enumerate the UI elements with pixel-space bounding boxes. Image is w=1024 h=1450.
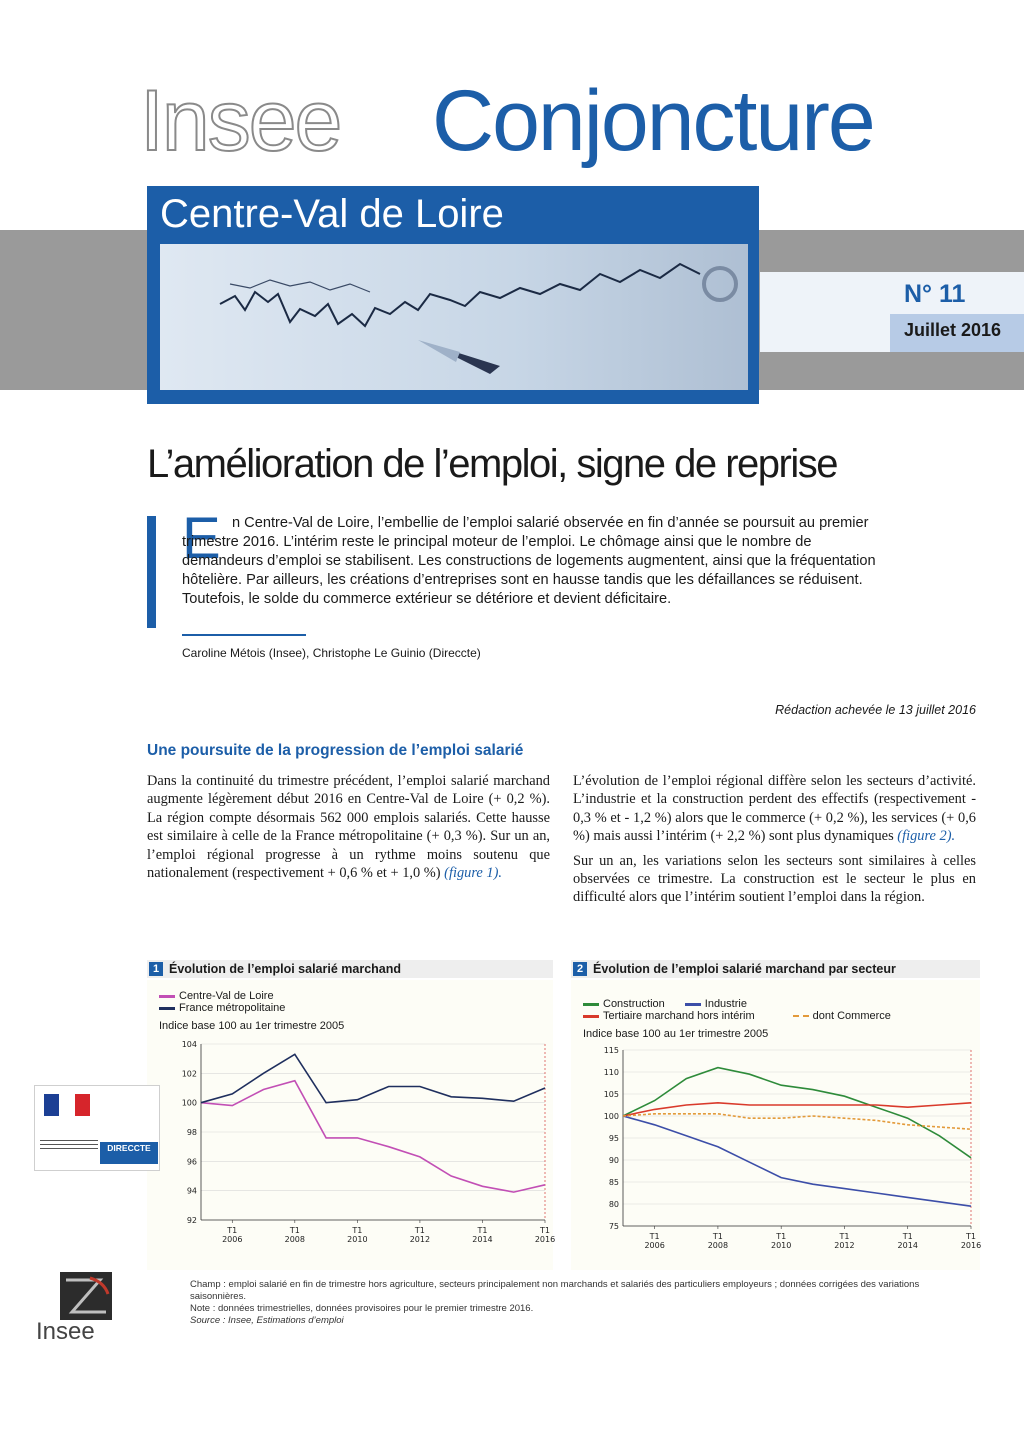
legend-label-centre: Centre-Val de Loire xyxy=(179,990,274,1002)
y-tick-label: 100 xyxy=(603,1112,619,1121)
x-tick-label: T1 xyxy=(902,1232,913,1241)
legend-label-commerce: dont Commerce xyxy=(812,1010,891,1022)
authors: Caroline Métois (Insee), Christophe Le Guinio (Direccte) xyxy=(182,646,481,660)
body-column-1 xyxy=(147,772,550,888)
y-tick-label: 75 xyxy=(608,1222,619,1231)
col2-paragraph-1: L’évolution de l’emploi régional diffère selon les secteurs d’activité. L’industrie et la construction perdent des effectifs (respectivement - 0,3 % et - 1,2 %) alors que le commerce (+ 0,2 %), les services (+ 0,6 %) mais aussi l’intérim (+ 2,2 %) sont plus dynamiques xyxy=(573,773,976,845)
section-title: Une poursuite de la progression de l’emploi salarié xyxy=(147,742,524,759)
legend-swatch-france xyxy=(159,1007,175,1010)
legend-swatch-commerce xyxy=(793,1015,809,1017)
legend-swatch-industrie xyxy=(685,1003,701,1006)
y-tick-label: 115 xyxy=(603,1046,619,1055)
figure-1-title: Évolution de l’emploi salarié marchand xyxy=(169,962,402,976)
issue-date: Juillet 2016 xyxy=(904,320,1002,340)
figure-2-header xyxy=(571,960,980,978)
figure-2-legend xyxy=(583,998,973,1022)
x-tick-label: T1 xyxy=(540,1226,550,1235)
x-tick-label: 2012 xyxy=(409,1235,431,1244)
legend-swatch-construction xyxy=(583,1003,599,1006)
x-tick-label: 2006 xyxy=(222,1235,243,1244)
insee-logo-icon xyxy=(60,1272,112,1320)
figure-1 xyxy=(147,980,556,1270)
series-line-industrie xyxy=(623,1116,971,1206)
legend-swatch-tertiaire xyxy=(583,1015,599,1018)
figure-1-legend xyxy=(159,990,285,1014)
y-tick-label: 80 xyxy=(608,1200,619,1209)
note-source: Source : Insee, Estimations d’emploi xyxy=(190,1315,344,1326)
redaction-date: Rédaction achevée le 13 juillet 2016 xyxy=(775,703,976,717)
figure-2-reference[interactable]: (figure 2). xyxy=(897,828,956,845)
figure-notes xyxy=(190,1279,930,1327)
x-tick-label: T1 xyxy=(712,1232,723,1241)
legend-swatch-centre xyxy=(159,995,175,998)
region-title: Centre-Val de Loire xyxy=(160,192,504,236)
issue-number: N° 11 xyxy=(904,280,966,308)
figure-1-header xyxy=(147,960,553,978)
x-tick-label: T1 xyxy=(289,1226,300,1235)
x-tick-label: 2016 xyxy=(960,1241,982,1250)
header-photo xyxy=(160,244,748,390)
y-tick-label: 105 xyxy=(603,1090,619,1099)
y-tick-label: 96 xyxy=(186,1157,197,1167)
y-tick-label: 98 xyxy=(186,1128,197,1137)
x-tick-label: 2008 xyxy=(707,1241,729,1250)
legend-label-tertiaire: Tertiaire marchand hors intérim xyxy=(603,1010,755,1022)
x-tick-label: 2006 xyxy=(644,1241,665,1250)
direccte-logo: DIRECCTE xyxy=(100,1142,158,1164)
figure-2-number: 2 xyxy=(573,962,587,976)
x-tick-label: T1 xyxy=(227,1226,238,1235)
y-tick-label: 94 xyxy=(186,1186,197,1196)
x-tick-label: 2014 xyxy=(472,1235,493,1244)
logo-conjoncture: Conjoncture xyxy=(432,73,874,169)
legend-item-france xyxy=(159,1002,285,1014)
col1-paragraph-1: Dans la continuité du trimestre précédent, l’emploi salarié marchand augmente légèrement début 2016 en Centre-Val de Loire (+ 0,2 %). La région compte désormais 562 000 emplois salariés. Cette hausse est similaire à celle de la France métropolitaine (+ 0,3 %). Sur un an, l’emploi régional progresse à un rythme moins soutenu que nationalement (respectivement + 0,6 % et + 1,0 %) xyxy=(147,773,550,882)
republique-flag-icon xyxy=(44,1094,90,1116)
legend-item-tertiaire xyxy=(583,1010,755,1022)
insee-logo-mark xyxy=(60,1272,112,1320)
lead-accent-bar xyxy=(147,516,156,628)
series-line-construction xyxy=(623,1068,971,1158)
figure-2-chart xyxy=(571,1042,980,1266)
figure-2-title: Évolution de l’emploi salarié marchand par secteur xyxy=(593,962,896,976)
article-title: L’amélioration de l’emploi, signe de reprise xyxy=(147,442,837,486)
stock-chart-illustration xyxy=(160,244,748,390)
figure-1-reference[interactable]: (figure 1). xyxy=(444,865,502,882)
body-column-2 xyxy=(573,772,976,913)
x-tick-label: T1 xyxy=(352,1226,363,1235)
legend-item-commerce xyxy=(793,1010,891,1022)
y-tick-label: 102 xyxy=(181,1069,197,1079)
note-champ: Champ : emploi salarié en fin de trimestre hors agriculture, secteurs principalement non marchands et salariés des particuliers employeurs ; données corrigées des variations saisonnières. xyxy=(190,1279,920,1302)
x-tick-label: T1 xyxy=(966,1232,976,1241)
x-tick-label: T1 xyxy=(776,1232,787,1241)
figure-1-chart xyxy=(147,1036,556,1266)
figure-1-number: 1 xyxy=(149,962,163,976)
x-tick-label: 2012 xyxy=(834,1241,855,1250)
figure-1-axis-caption: Indice base 100 au 1er trimestre 2005 xyxy=(159,1020,345,1032)
y-tick-label: 85 xyxy=(608,1178,619,1187)
insee-logo-text: Insee xyxy=(36,1318,95,1345)
legend-item-construction xyxy=(583,998,665,1010)
legend-label-construction: Construction xyxy=(603,998,665,1010)
y-tick-label: 110 xyxy=(603,1068,619,1077)
y-tick-label: 95 xyxy=(608,1134,619,1143)
note-data: Note : données trimestrielles, données provisoires pour le premier trimestre 2016. xyxy=(190,1303,534,1314)
x-tick-label: T1 xyxy=(414,1226,425,1235)
lead-rule xyxy=(182,634,306,636)
ministere-caption-graphic xyxy=(40,1138,98,1152)
legend-item-industrie xyxy=(685,998,747,1010)
x-tick-label: T1 xyxy=(839,1232,850,1241)
y-tick-label: 104 xyxy=(181,1040,197,1049)
legend-item-centre xyxy=(159,990,285,1002)
x-tick-label: 2010 xyxy=(347,1235,368,1244)
figure-2 xyxy=(571,980,980,1270)
lead-text: n Centre-Val de Loire, l’embellie de l’emploi salarié observée en fin d’année se poursuit au premier trimestre 2016. L’intérim reste le principal moteur de l’emploi. Le chômage ainsi que le nombre de demandeurs d’emploi se stabilisent. Les constructions de logements augmentent, ainsi que la fréquentation hôtelière. Par ailleurs, les créations d’entreprises sont en hausse tandis que les défaillances se réduisent. Toutefois, le solde du commerce extérieur se détériore et devient déficitaire. xyxy=(182,515,876,607)
figure-2-axis-caption: Indice base 100 au 1er trimestre 2005 xyxy=(583,1028,769,1040)
x-tick-label: 2016 xyxy=(534,1235,556,1244)
legend-label-france: France métropolitaine xyxy=(179,1002,286,1014)
legend-label-industrie: Industrie xyxy=(704,998,747,1010)
x-tick-label: 2010 xyxy=(771,1241,792,1250)
x-tick-label: T1 xyxy=(649,1232,660,1241)
y-tick-label: 90 xyxy=(608,1156,619,1165)
lead-dropcap: E xyxy=(182,506,221,571)
series-line-centre-val-de-loire xyxy=(201,1081,545,1192)
y-tick-label: 92 xyxy=(186,1216,197,1225)
lead-paragraph xyxy=(182,514,876,609)
y-tick-label: 100 xyxy=(181,1098,197,1108)
x-tick-label: 2008 xyxy=(284,1235,305,1244)
x-tick-label: 2014 xyxy=(897,1241,918,1250)
x-tick-label: T1 xyxy=(477,1226,488,1235)
col2-paragraph-2: Sur un an, les variations selon les secteurs sont similaires à celles observées ce trimestre. La construction est le secteur le plus en difficulté alors que l’intérim soutient l’emploi dans la région. xyxy=(573,852,976,906)
logo-insee: Insee xyxy=(140,73,341,169)
